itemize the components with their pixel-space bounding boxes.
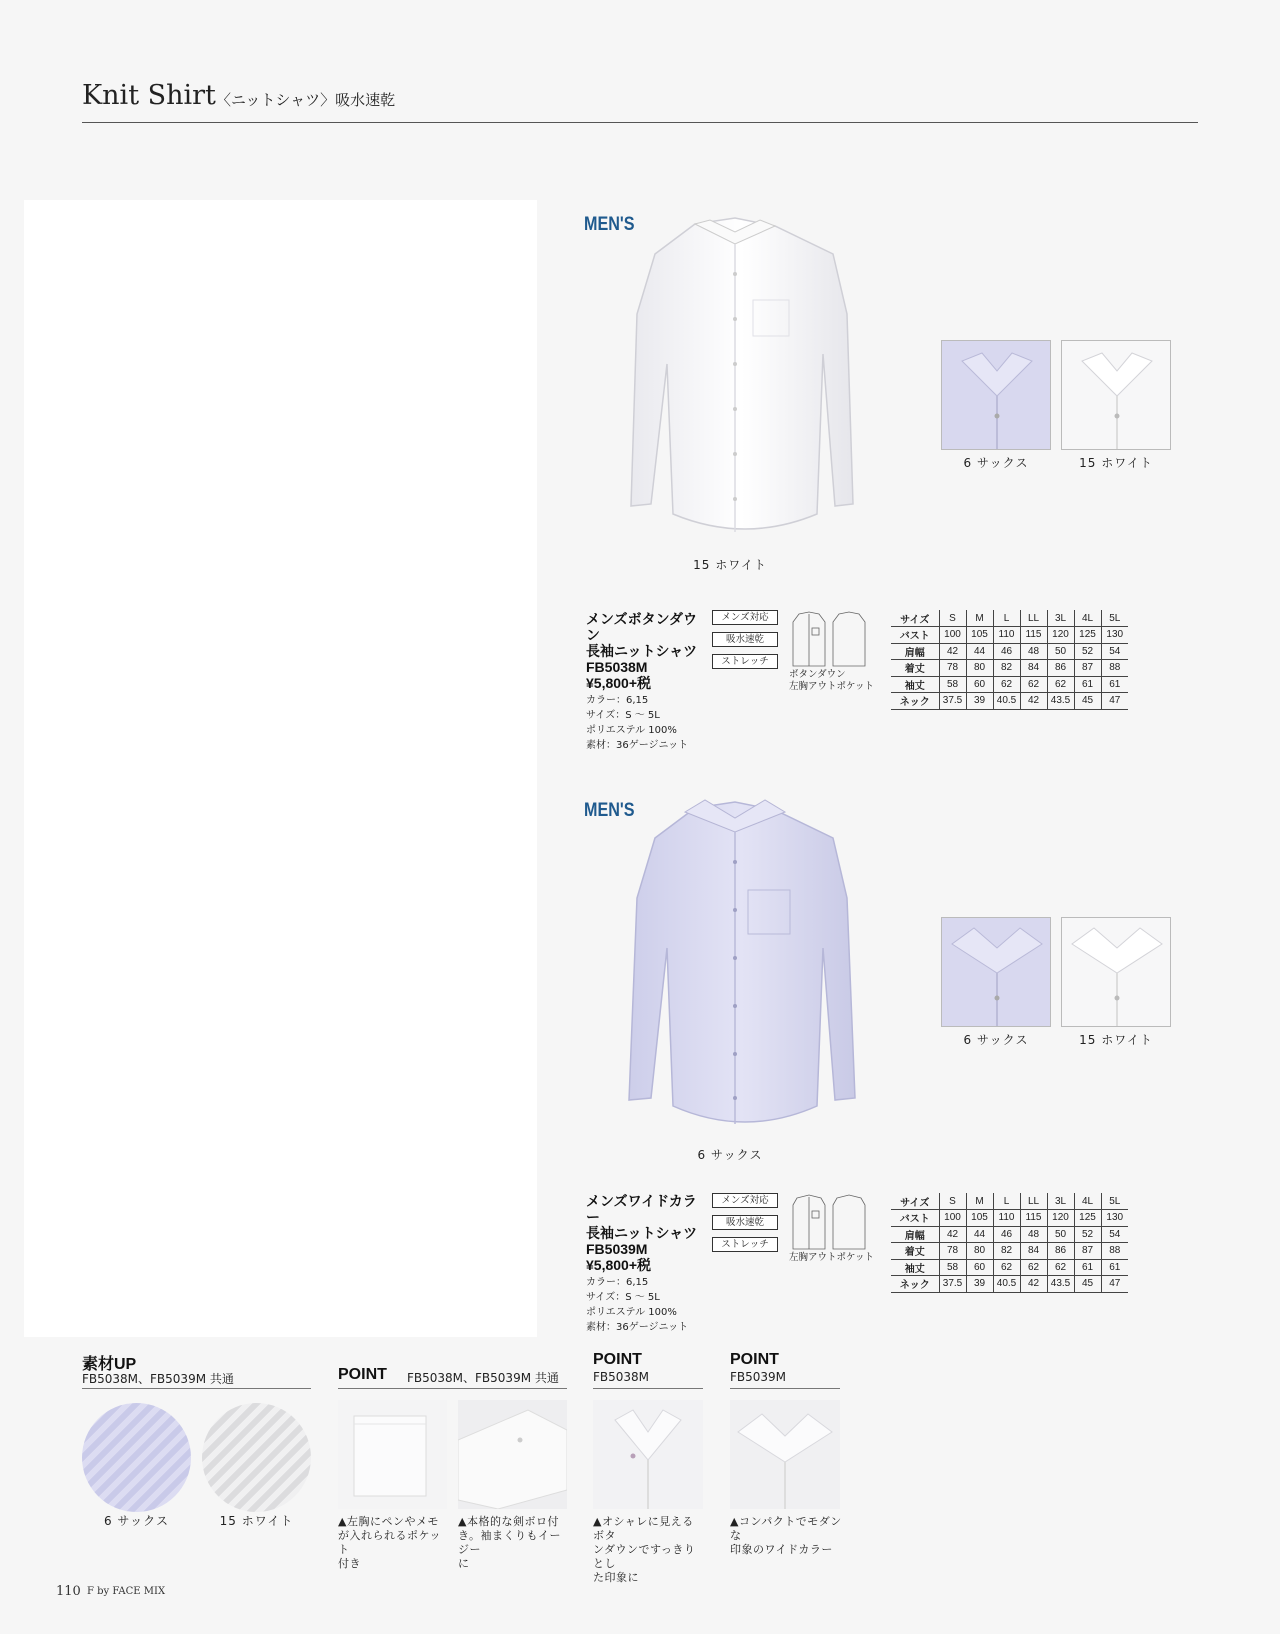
- cell: 115: [1020, 1210, 1047, 1227]
- table-row: [891, 1243, 1128, 1260]
- size-col: 4L: [1074, 610, 1101, 627]
- cell: 37.5: [939, 693, 966, 710]
- cell: 42: [1020, 1276, 1047, 1293]
- table-row: [891, 676, 1128, 693]
- table-row: [891, 1259, 1128, 1276]
- cell: 52: [1074, 643, 1101, 660]
- note-line: ▲左胸にペンやメモ: [338, 1515, 439, 1528]
- size-table-fb5038m: [891, 610, 1128, 710]
- point-note: [458, 1515, 570, 1571]
- size-col: S: [939, 1193, 966, 1210]
- swatch-caption: 15 ホワイト: [1079, 456, 1153, 470]
- product-spec: 素材：36ゲージニット: [586, 740, 689, 751]
- feature-tag: メンズ対応: [712, 1193, 778, 1208]
- note-line: に: [458, 1557, 470, 1570]
- note-line: き。袖まくりもイージー: [458, 1529, 562, 1556]
- cell: 82: [993, 660, 1020, 677]
- cell: 52: [1074, 1226, 1101, 1243]
- section-divider: [730, 1388, 840, 1389]
- product-spec: ポリエステル 100%: [586, 725, 677, 736]
- product-name: 長袖ニットシャツ: [586, 1225, 698, 1241]
- table-row: [891, 643, 1128, 660]
- cell: 42: [939, 643, 966, 660]
- fabric-caption: 6 サックス: [103, 1514, 170, 1528]
- section-divider: [593, 1388, 703, 1389]
- fabric-white-circle: [202, 1403, 311, 1512]
- table-row: [891, 660, 1128, 677]
- material-subtitle: FB5038M、FB5039M 共通: [82, 1372, 234, 1386]
- product-spec: サイズ：S ～ 5L: [586, 1292, 660, 1303]
- size-col: L: [993, 1193, 1020, 1210]
- note-line: ▲オシャレに見えるボタ: [593, 1515, 694, 1542]
- note-line: 付き: [338, 1557, 361, 1570]
- product-spec: カラー：6,15: [586, 695, 649, 706]
- header-divider: [82, 122, 1198, 123]
- note-line: た印象に: [593, 1571, 639, 1584]
- point-note: [593, 1515, 705, 1585]
- cell: 60: [966, 676, 993, 693]
- note-line: ▲本格的な剣ボロ付: [458, 1515, 559, 1528]
- size-col: 3L: [1047, 610, 1074, 627]
- row-label: 着丈: [904, 1247, 925, 1259]
- cell: 45: [1074, 1276, 1101, 1293]
- product-info: [586, 611, 706, 753]
- swatch-caption: 6 サックス: [963, 456, 1029, 470]
- shirt-image-fb5039m: [585, 798, 875, 1148]
- size-col: L: [993, 610, 1020, 627]
- table-row: [891, 1210, 1128, 1227]
- cell: 78: [939, 1243, 966, 1260]
- cell: 61: [1074, 1259, 1101, 1276]
- cell: 115: [1020, 627, 1047, 644]
- note-line: が入れられるポケット: [338, 1529, 441, 1556]
- product-price: ¥5,800+税: [586, 675, 651, 691]
- swatch-white: [1061, 340, 1171, 450]
- table-row: [891, 627, 1128, 644]
- cell: 125: [1074, 627, 1101, 644]
- main-caption: 6 サックス: [697, 1148, 763, 1162]
- point-title: POINT: [730, 1351, 779, 1368]
- cell: 82: [993, 1243, 1020, 1260]
- product-spec: ポリエステル 100%: [586, 1307, 677, 1318]
- feature-tag: 吸水速乾: [712, 632, 778, 647]
- point-title: POINT: [593, 1351, 642, 1368]
- cell: 47: [1101, 693, 1128, 710]
- flat-drawing: [789, 610, 869, 668]
- row-label: 袖丈: [904, 680, 925, 692]
- size-table-fb5039m: [891, 1193, 1128, 1293]
- feature-tag: ストレッチ: [712, 654, 778, 669]
- cell: 40.5: [993, 1276, 1020, 1293]
- cell: 60: [966, 1259, 993, 1276]
- cell: 42: [1020, 693, 1047, 710]
- fabric-sax-circle: [82, 1403, 191, 1512]
- cell: 100: [939, 1210, 966, 1227]
- cell: 105: [966, 1210, 993, 1227]
- page-subtitle: 〈ニットシャツ〉吸水速乾: [216, 91, 396, 109]
- flat-note: ボタンダウン: [789, 669, 846, 680]
- cell: 62: [1020, 676, 1047, 693]
- row-label: バスト: [899, 631, 930, 643]
- cell: 62: [1020, 1259, 1047, 1276]
- swatch-white: [1061, 917, 1171, 1027]
- cell: 42: [939, 1226, 966, 1243]
- row-label: ネック: [899, 697, 930, 709]
- flat-note: 左胸アウトポケット: [789, 681, 875, 692]
- cell: 110: [993, 627, 1020, 644]
- buttondown-collar-photo: [593, 1400, 703, 1509]
- product-price: ¥5,800+税: [586, 1257, 651, 1273]
- cell: 40.5: [993, 693, 1020, 710]
- mens-badge: MEN'S: [584, 214, 635, 235]
- size-col: 4L: [1074, 1193, 1101, 1210]
- cell: 86: [1047, 1243, 1074, 1260]
- cell: 62: [993, 1259, 1020, 1276]
- row-label: 袖丈: [904, 1263, 925, 1275]
- cell: 43.5: [1047, 693, 1074, 710]
- cell: 58: [939, 1259, 966, 1276]
- cell: 39: [966, 693, 993, 710]
- cell: 37.5: [939, 1276, 966, 1293]
- cell: 46: [993, 1226, 1020, 1243]
- row-label: 着丈: [904, 664, 925, 676]
- point-note: [730, 1515, 842, 1557]
- swatch-caption: 15 ホワイト: [1079, 1033, 1153, 1047]
- product-spec: カラー：6,15: [586, 1277, 649, 1288]
- flat-note: 左胸アウトポケット: [789, 1252, 875, 1263]
- cell: 120: [1047, 627, 1074, 644]
- cell: 54: [1101, 1226, 1128, 1243]
- cell: 78: [939, 660, 966, 677]
- swatch-sax: [941, 340, 1051, 450]
- cell: 88: [1101, 1243, 1128, 1260]
- size-col: LL: [1020, 610, 1047, 627]
- feature-tag: 吸水速乾: [712, 1215, 778, 1230]
- product-name: メンズワイドカラー: [586, 1193, 697, 1225]
- size-col: M: [966, 1193, 993, 1210]
- cell: 50: [1047, 643, 1074, 660]
- cell: 39: [966, 1276, 993, 1293]
- cell: 84: [1020, 660, 1047, 677]
- cell: 86: [1047, 660, 1074, 677]
- row-label: 肩幅: [904, 647, 925, 659]
- size-col: 5L: [1101, 610, 1128, 627]
- cell: 58: [939, 676, 966, 693]
- cell: 61: [1074, 676, 1101, 693]
- row-label: バスト: [899, 1214, 930, 1226]
- size-header: サイズ: [900, 1197, 930, 1209]
- product-name: メンズボタンダウン: [586, 611, 698, 643]
- cell: 130: [1101, 1210, 1128, 1227]
- material-title: 素材UP: [82, 1356, 137, 1373]
- pocket-photo: [338, 1400, 447, 1509]
- size-col: 5L: [1101, 1193, 1128, 1210]
- product-code: FB5038M: [586, 659, 648, 675]
- cell: 80: [966, 1243, 993, 1260]
- product-code: FB5039M: [586, 1241, 648, 1257]
- cell: 88: [1101, 660, 1128, 677]
- cell: 62: [1047, 1259, 1074, 1276]
- fabric-caption: 15 ホワイト: [219, 1514, 294, 1528]
- page-number: 110: [56, 1584, 81, 1599]
- swatch-caption: 6 サックス: [963, 1033, 1029, 1047]
- flat-drawing: [789, 1193, 869, 1251]
- cell: 130: [1101, 627, 1128, 644]
- cell: 44: [966, 643, 993, 660]
- cell: 61: [1101, 676, 1128, 693]
- cell: 54: [1101, 643, 1128, 660]
- point-subtitle: FB5038M、FB5039M 共通: [407, 1371, 559, 1385]
- cell: 50: [1047, 1226, 1074, 1243]
- cell: 62: [993, 676, 1020, 693]
- cell: 105: [966, 627, 993, 644]
- cell: 45: [1074, 693, 1101, 710]
- brand-logo: F by FACE MIX: [87, 1586, 166, 1597]
- cell: 61: [1101, 1259, 1128, 1276]
- feature-tag: ストレッチ: [712, 1237, 778, 1252]
- cell: 46: [993, 643, 1020, 660]
- row-label: 肩幅: [904, 1230, 925, 1242]
- size-header: サイズ: [900, 614, 930, 626]
- product-info: [586, 1193, 706, 1335]
- section-divider: [82, 1388, 311, 1389]
- page-title: Knit Shirt: [82, 80, 216, 111]
- point-note: [338, 1515, 450, 1571]
- swatch-sax: [941, 917, 1051, 1027]
- point-title: POINT: [338, 1366, 387, 1383]
- product-spec: サイズ：S ～ 5L: [586, 710, 660, 721]
- cuff-photo: [458, 1400, 567, 1509]
- shirt-image-fb5038m: [585, 214, 875, 554]
- row-label: ネック: [899, 1280, 930, 1292]
- table-row: [891, 1276, 1128, 1293]
- cell: 87: [1074, 660, 1101, 677]
- size-col: M: [966, 610, 993, 627]
- note-line: ンダウンですっきりとし: [593, 1543, 696, 1570]
- table-row: [891, 693, 1128, 710]
- cell: 80: [966, 660, 993, 677]
- cell: 84: [1020, 1243, 1047, 1260]
- size-col: LL: [1020, 1193, 1047, 1210]
- table-row: [891, 1226, 1128, 1243]
- model-photo: [24, 200, 537, 1337]
- cell: 110: [993, 1210, 1020, 1227]
- mens-badge: MEN'S: [584, 800, 635, 821]
- point-subtitle: FB5039M: [730, 1370, 787, 1384]
- cell: 87: [1074, 1243, 1101, 1260]
- cell: 48: [1020, 643, 1047, 660]
- product-spec: 素材：36ゲージニット: [586, 1322, 689, 1333]
- cell: 62: [1047, 676, 1074, 693]
- cell: 44: [966, 1226, 993, 1243]
- cell: 43.5: [1047, 1276, 1074, 1293]
- cell: 125: [1074, 1210, 1101, 1227]
- cell: 47: [1101, 1276, 1128, 1293]
- note-line: 印象のワイドカラー: [730, 1543, 833, 1556]
- point-subtitle: FB5038M: [593, 1370, 650, 1384]
- wide-collar-photo: [730, 1400, 840, 1509]
- product-name: 長袖ニットシャツ: [586, 643, 698, 659]
- main-caption: 15 ホワイト: [693, 558, 767, 572]
- size-col: S: [939, 610, 966, 627]
- note-line: ▲コンパクトでモダンな: [730, 1515, 842, 1542]
- cell: 100: [939, 627, 966, 644]
- cell: 48: [1020, 1226, 1047, 1243]
- cell: 120: [1047, 1210, 1074, 1227]
- size-col: 3L: [1047, 1193, 1074, 1210]
- feature-tag: メンズ対応: [712, 610, 778, 625]
- section-divider: [338, 1388, 567, 1389]
